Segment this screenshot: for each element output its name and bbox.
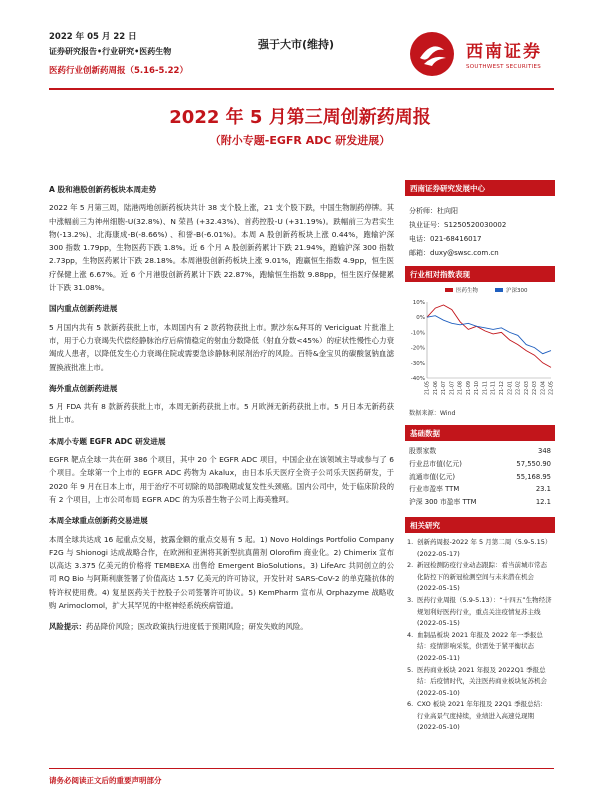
chart-source: 数据来源：Wind [409, 410, 456, 417]
logo-cn: 西南证券 [466, 42, 542, 62]
related-num: 5. [407, 665, 414, 674]
industry-rating: 强于大市(维持) [258, 38, 335, 51]
related-box-title: 相关研究 [405, 517, 555, 533]
chart-x-tick-label: 21-11 [491, 381, 497, 395]
chart-x-tick-label: 21-05 [425, 381, 431, 395]
section-paragraph: 5 月 FDA 共有 8 款新药获批上市，本周无新药获批上市。5 月欧洲无新药获批上市。5 月日本无新药获批上市。 [49, 402, 394, 425]
basic-row [409, 496, 551, 509]
related-text: 创新药周报-2022 年 5 月第二周（5.9-5.15） (2022-05-17) [417, 537, 552, 558]
related-item[interactable] [407, 537, 553, 560]
footer-disclaimer: 请务必阅读正文后的重要声明部分 [49, 776, 162, 785]
report-type: 证券研究报告•行业研究•医药生物 [49, 47, 172, 56]
section-heading: 国内重点创新药进展 [49, 304, 118, 314]
basic-label: 行业市盈率 TTM [409, 485, 460, 494]
related-item[interactable] [407, 665, 553, 700]
chart-box-title: 行业相对指数表现 [405, 266, 555, 282]
basic-value: 12.1 [535, 498, 551, 507]
page-subtitle: （附小专题-EGFR ADC 研发进展） [209, 134, 391, 147]
basic-row [409, 445, 551, 458]
index-chart-svg [405, 282, 555, 406]
section-heading: A 股和港股创新药板块本周走势 [49, 185, 157, 194]
chart-x-tick-label: 21-07 [442, 381, 448, 395]
basic-value: 23.1 [535, 485, 551, 494]
risk-warning [49, 620, 394, 633]
related-num: 1. [407, 537, 414, 546]
analyst-line[interactable]: 邮箱：duxy@swsc.com.cn [409, 249, 499, 257]
risk-label: 风险提示： [49, 622, 86, 632]
chart-y-tick-label: 0% [416, 315, 425, 322]
related-research [405, 533, 555, 738]
related-item[interactable] [407, 630, 553, 665]
sidebar [405, 180, 555, 738]
basic-data [405, 441, 555, 513]
section-heading: 海外重点创新药进展 [49, 383, 118, 393]
basic-value: 57,550.90 [516, 459, 551, 468]
header-divider [49, 88, 554, 90]
chart-y-tick-label: -20% [410, 345, 425, 352]
logo-en: SOUTHWEST SECURITIES [466, 64, 542, 70]
report-date: 2022 年 05 月 22 日 [49, 32, 137, 42]
related-text: 医药行业周报（5.9-5.13）：“十四五”生物经济规划利好医药行业，重点关注疫情复苏主线 (2022-05-15) [417, 595, 552, 628]
chart-x-tick-label: 21-07 [450, 381, 456, 395]
basic-label: 股票家数 [409, 447, 437, 455]
chart-x-tick-label: 21-11 [483, 381, 489, 395]
chart-y-tick-label: -40% [410, 376, 425, 382]
related-num: 4. [407, 630, 414, 639]
report-subtitle-header: 医药行业创新药周报（5.16-5.22） [49, 66, 188, 76]
chart-x-tick-label: 22-04 [541, 381, 547, 395]
basic-row [409, 471, 551, 484]
analyst-line: 分析师：杜向阳 [409, 207, 458, 215]
related-item[interactable] [407, 699, 553, 734]
section-paragraph: 本周全球共达成 16 起重点交易，披露金额的重点交易有 5 起。1) Novo Holdings Portfolio Company F2G 与 Shionogi 达成战略合作，在欧洲和亚洲将其新型抗真菌剂 Olorofim 商业化。2) Chimerix 宣布以高达 3.375 亿美元的价格将 TEMBEXA 出售给 Emergent BioSolutions。3) LifeArc 共同创立的公司 RQ Bio 与阿斯利康签署了价值高达 1.57 亿美元的许可协议，开发针对 SARS-CoV-2 的单克隆抗体的特许权使用费。4) 复星医药关于控股子公司签署许可协议。5) KemPharm 宣布从 Orphazyme 战略收购 Arimoclomol，扩大其罕见的中枢神经系统疾病管道。 [49, 534, 394, 611]
related-item[interactable] [407, 560, 553, 595]
basic-row [409, 458, 551, 471]
risk-text: 药品降价风险；医改政策执行进度低于预期风险；研发失败的风险。 [85, 622, 308, 632]
chart-x-tick-label: 22-02 [516, 381, 522, 395]
chart-x-tick-label: 22-01 [508, 381, 514, 395]
chart-x-tick-label: 21-06 [433, 381, 439, 395]
chart-x-tick-label: 21-09 [466, 381, 472, 395]
footer-divider [49, 768, 554, 769]
related-text: 医药商业板块 2021 年报及 2022Q1 季报总结：后疫情时代，关注医药商业板块复苏机会 (2022-05-10) [417, 665, 547, 697]
page-title: 2022 年 5 月第三周创新药周报 [169, 107, 431, 128]
basic-label: 沪深 300 市盈率 TTM [409, 498, 477, 507]
section-heading: 本周小专题 EGFR ADC 研发进展 [49, 436, 166, 446]
chart-x-tick-label: 21-08 [458, 381, 464, 395]
index-chart [405, 282, 555, 406]
analyst-box-title: 西南证券研究发展中心 [405, 180, 555, 196]
related-text: CXO 板块 2021 年年报及 22Q1 季报总结：行业高景气度持续，业绩进入高速兑现期 (2022-05-10) [417, 700, 547, 732]
chart-legend-label: 医药生物 [456, 288, 479, 294]
basic-row [409, 483, 551, 496]
company-logo [406, 28, 566, 80]
main-content [49, 180, 394, 642]
section-paragraph: 5 月国内共有 5 款新药获批上市，本周国内有 2 款药物获批上市。默沙东&拜耳的 Vericiguat 片批准上市，用于心力衰竭失代偿经静脉治疗后病情稳定的射血分数降低（射血分数<45%）的症状性慢性心力衰竭成人患者，以降低发生心力衰竭住院或需要急诊静脉利尿剂治疗的风险。百特&金宝贝的碳酸氢钠血滤置换液批准上市。 [49, 322, 394, 372]
section-paragraph: EGFR 靶点全球一共在研 386 个项目，其中 20 个 EGFR ADC 项目，中国企业在该领域主导或参与了 6 个项目。全球第一个上市的 EGFR ADC 药物为 Akalux，由日本乐天医疗全资子公司乐天医药研发，于 2020 年 9 月在日本上市，用于治疗不可切除的局部晚期或复发性头颈癌。国内公司中，处于临床阶段的有 2 个项目，上市公司布局 EGFR ADC 的为乐普生物子公司上海美雅珂。 [49, 455, 394, 504]
chart-x-tick-label: 22-03 [533, 381, 539, 395]
chart-y-tick-label: -10% [410, 330, 425, 337]
chart-series-line [427, 305, 551, 367]
basic-label: 行业总市值(亿元) [409, 459, 462, 468]
chart-x-tick-label: 22-05 [549, 381, 555, 395]
chart-legend-swatch [445, 288, 453, 292]
analyst-line: 电话：021-68416017 [409, 235, 482, 243]
chart-legend-label: 沪深300 [506, 288, 528, 294]
chart-legend-swatch [495, 288, 503, 292]
analyst-info [405, 196, 555, 266]
section-paragraph: 2022 年 5 月第三周，陆港两地创新药板块共计 38 支个股上涨，21 支个股下跌，中国生物制药停牌。其中涨幅前三为神州细胞-U(32.8%)、N 荣昌 (+32.43%)、首药控股-U (+31.19%)。跌幅前三为君实生物(-13.2%)、北海康成-B(-8.66%) 、和誉-B(-6.01%)。本周 A 股创新药板块上涨 0.44%，跑输沪深 300 指数 1.79pp，生物医药下跌 1.8%。近 6 个月 A 股创新药累计下跌 21.94%，跑输沪深 300 指数 2.73pp，生物医药累计下跌 28.18%。本周港股创新药板块上涨 9.01%，跑赢恒生指数 4.9pp，恒生医疗保健上涨 6.67%。近 6 个月港股创新药累计下跌 22.87%，跑输恒生指数 9.88pp，恒生医疗保健累计下跌 31.08%。 [49, 203, 394, 293]
related-item[interactable] [407, 595, 553, 630]
related-text: 血制品板块 2021 年报及 2022 年一季报总结：疫情影响采浆，供需处于紧平衡状态 (2022-05-11) [417, 630, 543, 662]
related-text: 新冠检测防疫行业动态跟踪：看当前城市常态化防控下的新冠检测空间与未来潜在机会 (2022-05-15) [417, 561, 547, 593]
basic-label: 流通市值(亿元) [409, 472, 456, 481]
related-num: 2. [407, 561, 414, 570]
related-num: 6. [407, 700, 414, 709]
chart-y-tick-label: 10% [412, 300, 425, 306]
chart-series-line [427, 316, 551, 354]
related-num: 3. [407, 595, 414, 604]
analyst-line: 执业证号：S1250520030002 [409, 221, 507, 229]
chart-x-tick-label: 21-12 [500, 381, 505, 395]
logo-emblem-icon [406, 28, 458, 80]
chart-x-tick-label: 22-03 [524, 381, 530, 395]
chart-x-tick-label: 21-10 [475, 381, 481, 395]
basic-value: 348 [538, 447, 551, 455]
basic-value: 55,168.95 [516, 472, 551, 481]
basic-box-title: 基础数据 [405, 425, 555, 441]
chart-y-tick-label: -30% [410, 360, 425, 367]
section-heading: 本周全球重点创新药交易进展 [49, 516, 148, 526]
